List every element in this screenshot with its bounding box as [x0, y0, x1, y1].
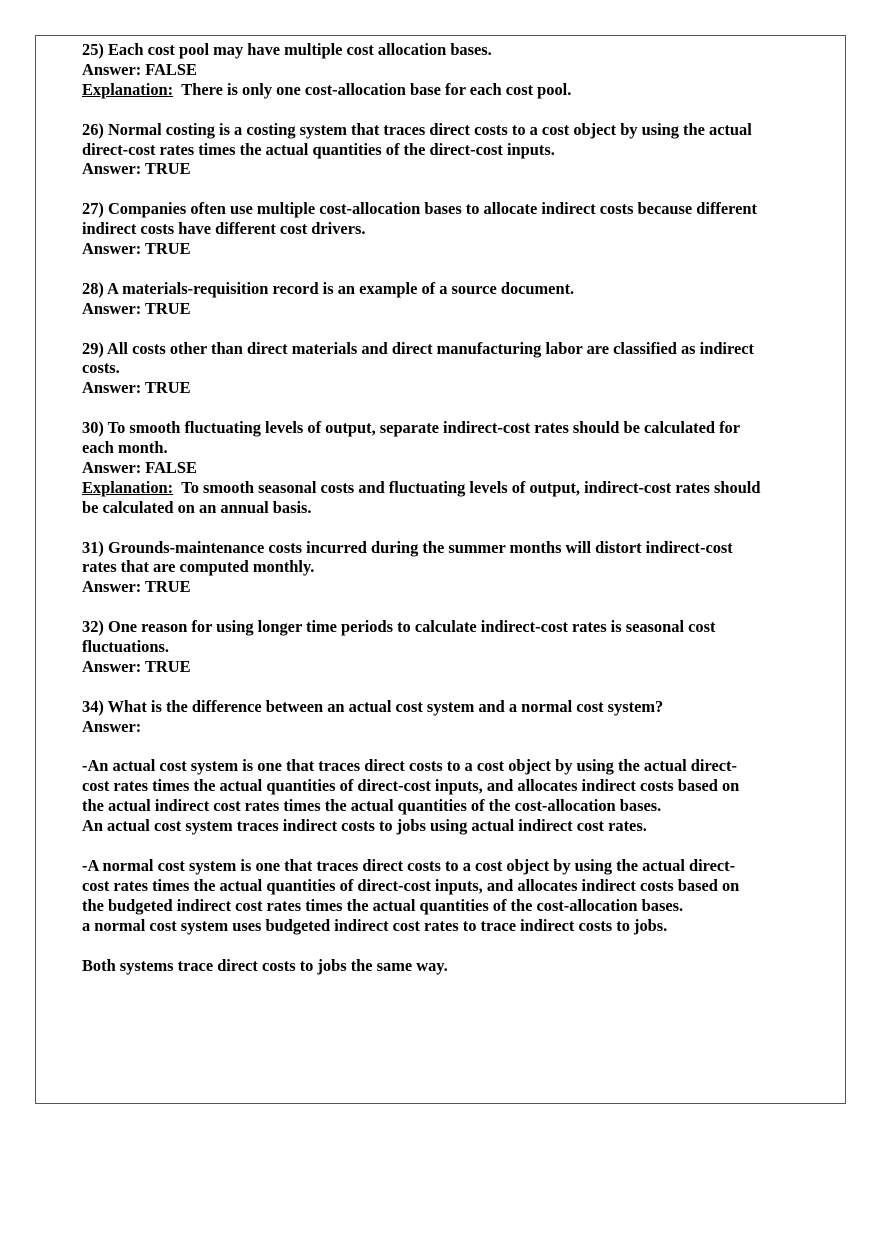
question-text: 34) What is the difference between an actual cost system and a normal cost system?	[82, 696, 664, 716]
paragraph-line: cost rates times the actual quantities of direct-cost inputs, and allocates indirect costs based on	[82, 776, 740, 796]
question-29	[82, 339, 807, 399]
question-text-line-1: 29) All costs other than direct materials and direct manufacturing labor are classified as indirect	[82, 338, 754, 358]
answer-text: Answer: FALSE	[82, 457, 197, 477]
answer-paragraph-both	[82, 956, 807, 976]
question-text-line-2: rates that are computed monthly.	[82, 557, 315, 577]
answer-text: Answer: FALSE	[82, 59, 197, 79]
explanation-text: There is only one cost-allocation base for each cost pool.	[181, 79, 572, 99]
paragraph-line: -An actual cost system is one that traces direct costs to a cost object by using the actual direct-	[82, 756, 737, 776]
explanation-line-1	[82, 478, 807, 498]
question-text-line-1: 30) To smooth fluctuating levels of output, separate indirect-cost rates should be calculated for	[82, 418, 741, 438]
question-31	[82, 538, 807, 598]
explanation-text: To smooth seasonal costs and fluctuating levels of output, indirect-cost rates should	[181, 477, 761, 497]
paragraph-line: the budgeted indirect cost rates times the actual quantities of the cost-allocation bases.	[82, 895, 684, 915]
explanation-line	[82, 80, 807, 100]
question-text-line-2: direct-cost rates times the actual quantities of the direct-cost inputs.	[82, 139, 555, 159]
explanation-label: Explanation:	[82, 79, 174, 99]
question-text: 25) Each cost pool may have multiple cost allocation bases.	[82, 40, 492, 59]
question-text-line-2: fluctuations.	[82, 637, 169, 657]
answer-text: Answer:	[82, 716, 142, 736]
paragraph-line: the actual indirect cost rates times the actual quantities of the cost-allocation bases.	[82, 796, 662, 816]
answer-text: Answer: TRUE	[82, 656, 191, 676]
question-34	[82, 697, 807, 737]
question-text-line-1: 31) Grounds-maintenance costs incurred during the summer months will distort indirect-cost	[82, 537, 733, 557]
document-content	[82, 40, 807, 995]
question-32	[82, 617, 807, 677]
answer-text: Answer: TRUE	[82, 577, 191, 597]
answer-text: Answer: TRUE	[82, 159, 191, 179]
paragraph-line: An actual cost system traces indirect costs to jobs using actual indirect cost rates.	[82, 816, 647, 836]
answer-paragraph-actual	[82, 756, 807, 836]
answer-paragraph-normal	[82, 856, 807, 936]
question-25	[82, 40, 807, 100]
question-text-line-1: 32) One reason for using longer time periods to calculate indirect-cost rates is seasonal cost	[82, 617, 716, 637]
answer-text: Answer: TRUE	[82, 239, 191, 259]
question-30	[82, 418, 807, 518]
question-28	[82, 279, 807, 319]
paragraph-line: -A normal cost system is one that traces direct costs to a cost object by using the actual direct-	[82, 856, 736, 875]
question-text-line-1: 27) Companies often use multiple cost-allocation bases to allocate indirect costs because different	[82, 199, 757, 219]
paragraph-line: a normal cost system uses budgeted indirect cost rates to trace indirect costs to jobs.	[82, 915, 668, 935]
paragraph-line: Both systems trace direct costs to jobs the same way.	[82, 955, 448, 975]
answer-text: Answer: TRUE	[82, 298, 191, 318]
question-27	[82, 199, 807, 259]
question-26	[82, 120, 807, 180]
question-text-line-2: each month.	[82, 438, 168, 458]
paragraph-line: cost rates times the actual quantities of direct-cost inputs, and allocates indirect costs based on	[82, 875, 740, 895]
answer-text: Answer: TRUE	[82, 378, 191, 398]
question-text-line-2: costs.	[82, 358, 120, 378]
question-text-line-2: indirect costs have different cost drivers.	[82, 219, 366, 239]
explanation-line-2: be calculated on an annual basis.	[82, 497, 312, 517]
question-text-line-1: 26) Normal costing is a costing system that traces direct costs to a cost object by using the actual	[82, 119, 752, 139]
explanation-label: Explanation:	[82, 477, 174, 497]
question-text: 28) A materials-requisition record is an example of a source document.	[82, 278, 575, 298]
